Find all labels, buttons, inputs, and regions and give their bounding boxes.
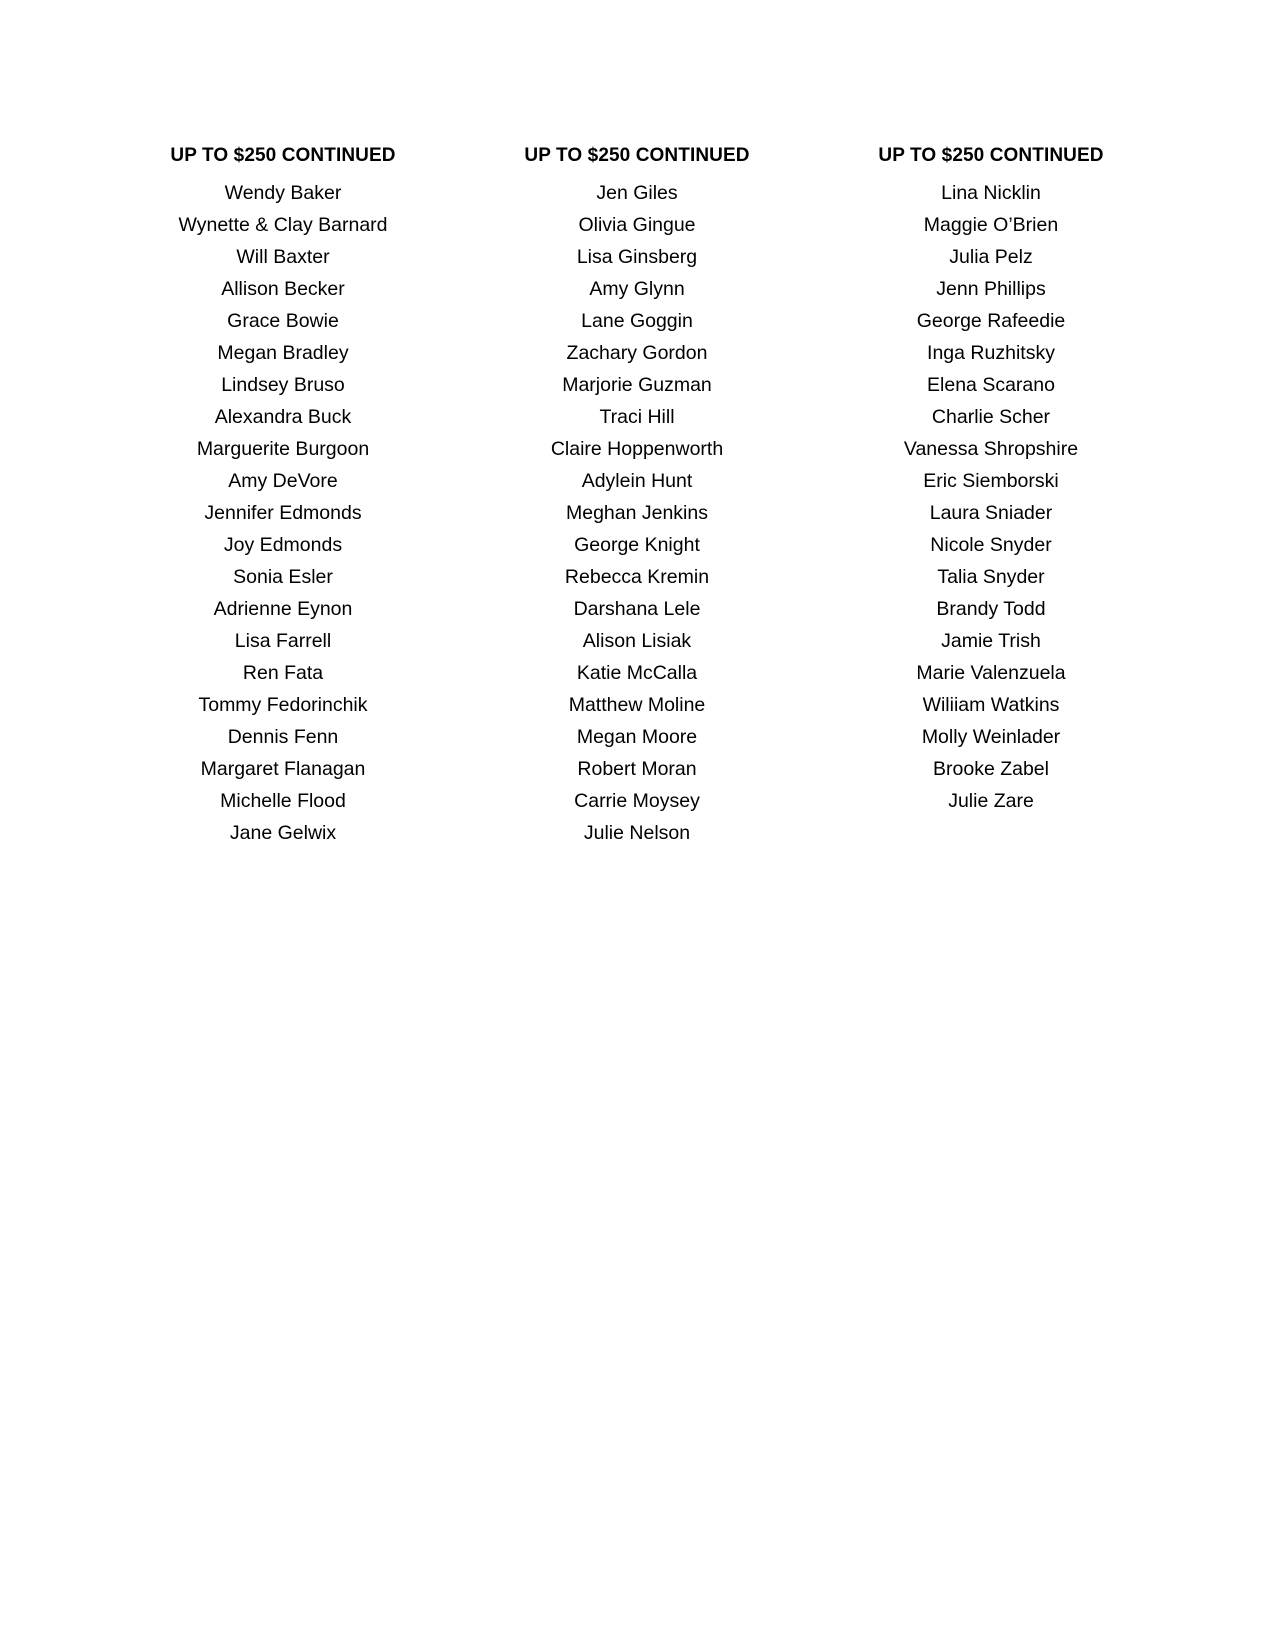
column-heading: UP TO $250 CONTINUED <box>524 145 750 166</box>
donor-name-list <box>821 177 1161 817</box>
donor-name: Traci Hill <box>599 406 675 428</box>
donor-name: George Knight <box>574 534 700 556</box>
donor-name: Darshana Lele <box>573 598 701 620</box>
donor-name: Megan Moore <box>576 726 698 748</box>
donor-name: Megan Bradley <box>217 342 349 364</box>
donor-name: Nicole Snyder <box>930 534 1052 556</box>
donor-name: George Rafeedie <box>916 310 1066 332</box>
donor-name: Maggie O’Brien <box>923 214 1059 236</box>
donor-name: Marie Valenzuela <box>916 662 1066 684</box>
donor-name: Jen Giles <box>596 182 678 204</box>
donor-name: Grace Bowie <box>227 310 339 332</box>
donor-name: Zachary Gordon <box>566 342 708 364</box>
donor-name: Vanessa Shropshire <box>903 438 1079 460</box>
donor-name: Julia Pelz <box>949 246 1033 268</box>
donor-name: Wiliiam Watkins <box>922 694 1060 716</box>
donor-name: Tommy Fedorinchik <box>198 694 368 716</box>
donor-column-3 <box>821 145 1161 817</box>
donor-column-2 <box>467 145 807 849</box>
donor-column-1 <box>113 145 453 849</box>
donor-name: Wendy Baker <box>224 182 342 204</box>
donor-name: Jane Gelwix <box>229 822 337 844</box>
donor-name: Rebecca Kremin <box>564 566 710 588</box>
donor-name: Elena Scarano <box>927 374 1055 396</box>
donor-name: Matthew Moline <box>568 694 706 716</box>
donor-name: Lina Nicklin <box>941 182 1041 204</box>
donor-name: Carrie Moysey <box>574 790 700 812</box>
donor-name: Molly Weinlader <box>921 726 1061 748</box>
donor-name: Will Baxter <box>236 246 330 268</box>
donor-name: Meghan Jenkins <box>565 502 708 524</box>
donor-name: Brooke Zabel <box>933 758 1049 780</box>
donor-name: Lisa Farrell <box>234 630 332 652</box>
donor-name: Katie McCalla <box>576 662 698 684</box>
donor-name: Jennifer Edmonds <box>204 502 362 524</box>
donor-name: Eric Siemborski <box>923 470 1059 492</box>
donor-name-list <box>467 177 807 849</box>
donor-name: Brandy Todd <box>936 598 1046 620</box>
donor-name: Marjorie Guzman <box>562 374 712 396</box>
donor-name: Amy DeVore <box>228 470 338 492</box>
donor-name: Julie Nelson <box>583 822 691 844</box>
donor-name: Marguerite Burgoon <box>196 438 370 460</box>
donor-name-list <box>113 177 453 849</box>
donor-name: Alison Lisiak <box>582 630 692 652</box>
column-heading: UP TO $250 CONTINUED <box>878 145 1104 166</box>
donor-name: Margaret Flanagan <box>200 758 366 780</box>
column-heading: UP TO $250 CONTINUED <box>170 145 396 166</box>
donor-name: Talia Snyder <box>937 566 1045 588</box>
donor-name: Dennis Fenn <box>227 726 339 748</box>
donor-name: Jamie Trish <box>941 630 1041 652</box>
donor-name: Amy Glynn <box>589 278 685 300</box>
donor-name: Adrienne Eynon <box>213 598 353 620</box>
donor-name: Charlie Scher <box>931 406 1051 428</box>
donor-name: Robert Moran <box>577 758 697 780</box>
donor-name: Claire Hoppenworth <box>550 438 724 460</box>
donor-name: Inga Ruzhitsky <box>927 342 1055 364</box>
donor-name: Ren Fata <box>242 662 324 684</box>
donor-name: Lane Goggin <box>581 310 693 332</box>
donor-name: Sonia Esler <box>233 566 333 588</box>
donor-name: Olivia Gingue <box>578 214 696 236</box>
donor-name: Laura Sniader <box>929 502 1053 524</box>
donor-name: Wynette & Clay Barnard <box>178 214 388 236</box>
donor-name: Alexandra Buck <box>214 406 352 428</box>
donor-name: Jenn Phillips <box>936 278 1046 300</box>
donor-name: Julie Zare <box>948 790 1034 812</box>
donor-name: Lisa Ginsberg <box>576 246 698 268</box>
donor-name: Allison Becker <box>221 278 345 300</box>
donor-name: Joy Edmonds <box>223 534 343 556</box>
donor-name: Michelle Flood <box>220 790 346 812</box>
donor-name: Lindsey Bruso <box>221 374 345 396</box>
donor-name: Adylein Hunt <box>581 470 693 492</box>
